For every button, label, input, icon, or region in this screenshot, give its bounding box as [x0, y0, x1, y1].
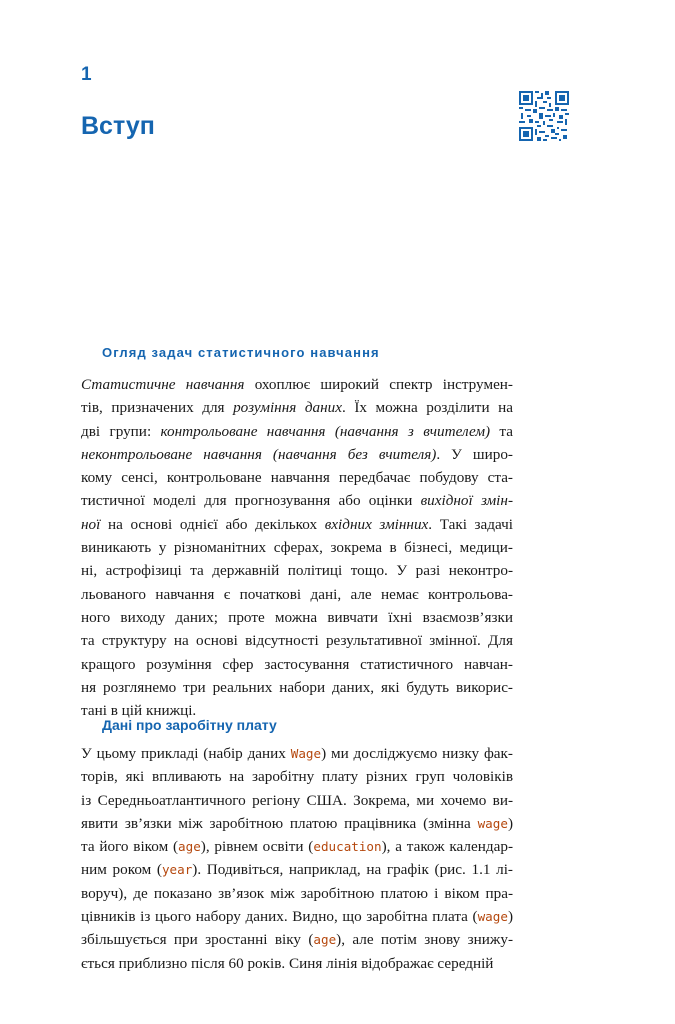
text-line	[81, 443, 513, 466]
text-run: тистичної моделі для прогнозування або оцінки	[81, 492, 421, 510]
text-line	[81, 606, 513, 629]
text-run: та структуру на основі відсутності результативної змінної. Для	[81, 632, 513, 650]
chapter-title: Вступ	[81, 112, 155, 140]
text-run: ня розглянемо три реальних набори даних, які будуть викорис-	[81, 678, 513, 696]
text-line	[81, 905, 513, 928]
text-run: кращого розуміння сфер застосування статистичного навчан-	[81, 655, 513, 673]
text-run: охоплює широкий спектр інструмен-	[244, 376, 513, 393]
subsection-heading: Дані про заробітну плату	[102, 717, 277, 733]
code-term: education	[313, 839, 382, 855]
text-line	[81, 835, 513, 858]
chapter-number: 1	[81, 64, 92, 85]
text-run: та його віком (	[81, 838, 179, 856]
text-line	[81, 742, 513, 765]
text-run: воруч), де показано зв’язок між заробітною платою і віком пра-	[81, 884, 513, 902]
text-line	[81, 952, 513, 975]
code-term: wage	[477, 815, 508, 831]
text-line	[81, 513, 513, 536]
text-line	[81, 676, 513, 699]
text-line	[81, 928, 513, 951]
code-term: age	[313, 932, 337, 948]
code-term: wage	[477, 909, 508, 925]
text-run: ), рівнем освіти (	[200, 838, 314, 856]
text-line	[81, 789, 513, 812]
intro-paragraph	[81, 373, 513, 722]
italic-term: контрольоване навчання (навчання з вчителем)	[160, 422, 491, 440]
text-line	[81, 559, 513, 582]
italic-term: вихідної змін-	[420, 492, 513, 510]
wage-paragraph	[81, 742, 513, 975]
text-line	[81, 420, 513, 443]
text-run: . Такі задачі	[428, 515, 514, 533]
text-run: ), а також календар-	[381, 838, 513, 856]
section-heading: Огляд задач статистичного навчання	[102, 345, 380, 360]
text-run: кому сенсі, контрольоване навчання передбачає побудову ста-	[81, 469, 513, 487]
text-run: )	[507, 908, 513, 926]
text-run: тів, призначених для	[81, 399, 234, 417]
text-line	[81, 629, 513, 652]
text-run: дві групи:	[81, 422, 161, 440]
text-run: збільшується при зростанні віку (	[81, 931, 314, 949]
text-line	[81, 765, 513, 788]
text-run: )	[507, 814, 513, 832]
text-run: на основі однієї або декількох	[100, 515, 325, 533]
text-run: У цьому прикладі (набір даних	[81, 745, 291, 762]
italic-term: неконтрольоване навчання (навчання без вчителя)	[81, 445, 437, 463]
text-line	[81, 653, 513, 676]
text-run: ) ми досліджуємо низку фак-	[321, 745, 513, 762]
text-line	[81, 373, 513, 396]
italic-term: ної	[81, 515, 101, 533]
italic-term: розуміння даних	[233, 399, 342, 417]
text-run: ). Подивіться, наприклад, на графік (рис. 1.1 лі-	[192, 861, 513, 879]
text-run: льованого навчання є початкові дані, але немає контрольова-	[81, 585, 513, 603]
text-run: ні, астрофізиці та державній політиці тощо. У разі неконтро-	[81, 562, 513, 580]
text-run: ним роком (	[81, 861, 162, 879]
text-line	[81, 466, 513, 489]
text-run: ), але потім знову знижу-	[336, 931, 514, 949]
text-run: . У широ-	[436, 445, 513, 463]
code-term: Wage	[290, 746, 322, 761]
text-line	[81, 489, 513, 512]
text-run: цівників із цього набору даних. Видно, що заробітна плата (	[81, 908, 478, 926]
text-run: виникають у різноманітних сферах, зокрема в бізнесі, медици-	[81, 539, 513, 557]
text-line	[81, 858, 513, 881]
text-line	[81, 812, 513, 835]
code-term: year	[161, 862, 193, 878]
italic-term: вхідних змінних	[324, 515, 429, 533]
text-line	[81, 396, 513, 419]
italic-term: Статистичне навчання	[81, 376, 245, 393]
text-run: тані в цій книжці.	[81, 702, 197, 720]
text-run: ного виходу даних; проте можна вивчати їхні взаємозв’язки	[81, 608, 513, 626]
text-line	[81, 882, 513, 905]
text-run: . Їх можна розділити на	[341, 399, 513, 417]
text-run: та	[490, 422, 513, 440]
text-run: торів, які впливають на заробітну плату різних груп чоловіків	[81, 768, 513, 786]
text-run: із Середньоатлантичного регіону США. Зокрема, ми хочемо ви-	[81, 791, 513, 809]
code-term: age	[178, 839, 201, 855]
text-run: ється приблизно після 60 років. Синя лінія відображає середній	[81, 954, 494, 972]
qr-code-icon[interactable]	[519, 91, 569, 141]
text-run: явити зв’язки між заробітною платою працівника (змінна	[81, 814, 478, 832]
text-line	[81, 536, 513, 559]
text-line	[81, 583, 513, 606]
